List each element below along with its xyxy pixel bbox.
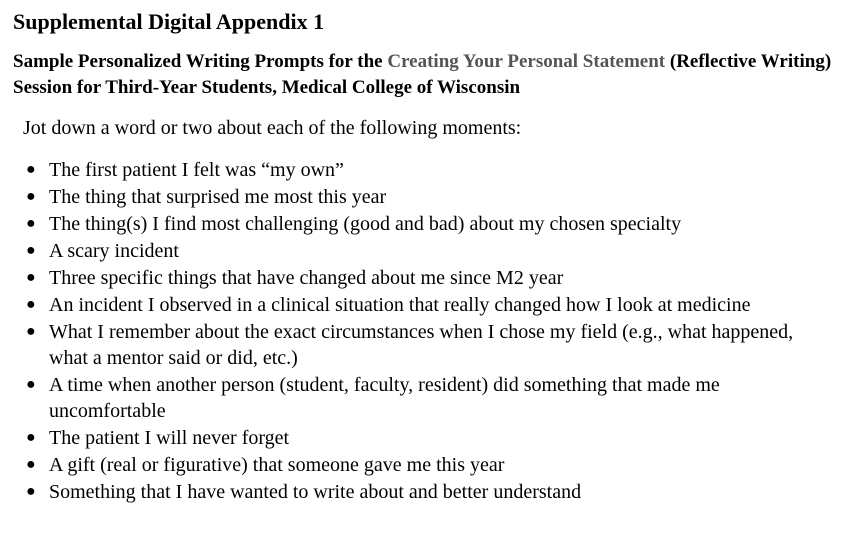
list-item: [13, 238, 853, 264]
bullet-icon: ●: [26, 376, 36, 393]
bullet-icon: ●: [26, 161, 36, 178]
prompt-text: What I remember about the exact circumstances when I chose my field (e.g., what happened, what a mentor said or did, etc.): [49, 321, 794, 369]
list-item: [13, 372, 829, 424]
prompt-text: The thing that surprised me most this year: [49, 186, 387, 208]
prompt-text: An incident I observed in a clinical situation that really changed how I look at medicine: [49, 294, 751, 316]
list-item: [13, 425, 853, 451]
list-item: [13, 184, 853, 210]
subtitle-part-1: Sample Personalized Writing Prompts for the: [13, 51, 388, 72]
prompt-list: [13, 157, 853, 505]
list-item: [13, 211, 853, 237]
prompt-text: A gift (real or figurative) that someone gave me this year: [49, 454, 505, 476]
bullet-icon: ●: [26, 429, 36, 446]
prompt-text: The patient I will never forget: [49, 427, 290, 449]
prompt-text: Three specific things that have changed about me since M2 year: [49, 267, 564, 289]
bullet-icon: ●: [26, 483, 36, 500]
prompt-text: The thing(s) I find most challenging (good and bad) about my chosen specialty: [49, 213, 682, 235]
subtitle-highlight: Creating Your Personal Statement: [387, 51, 666, 72]
bullet-icon: ●: [26, 269, 36, 286]
prompt-text: The first patient I felt was “my own”: [49, 159, 344, 181]
bullet-icon: ●: [26, 215, 36, 232]
intro-text: Jot down a word or two about each of the following moments:: [23, 117, 522, 139]
subtitle-part-2: (Reflective Writing) Session for Third-Year Students, Medical College of Wisconsin: [13, 51, 832, 98]
bullet-icon: ●: [26, 323, 36, 340]
bullet-icon: ●: [26, 456, 36, 473]
list-item: [13, 479, 853, 505]
bullet-icon: ●: [26, 296, 36, 313]
list-item: [13, 292, 853, 318]
appendix-heading: Supplemental Digital Appendix 1: [13, 9, 325, 34]
prompt-text: A time when another person (student, faculty, resident) did something that made me uncomfortable: [49, 374, 720, 422]
prompt-text: Something that I have wanted to write about and better understand: [49, 481, 582, 503]
list-item: [13, 452, 853, 478]
bullet-icon: ●: [26, 242, 36, 259]
document-page: [13, 0, 853, 506]
list-item: [13, 319, 829, 371]
bullet-icon: ●: [26, 188, 36, 205]
list-item: [13, 265, 853, 291]
list-item: [13, 157, 853, 183]
document-subtitle: [13, 49, 853, 101]
prompt-text: A scary incident: [49, 240, 179, 262]
